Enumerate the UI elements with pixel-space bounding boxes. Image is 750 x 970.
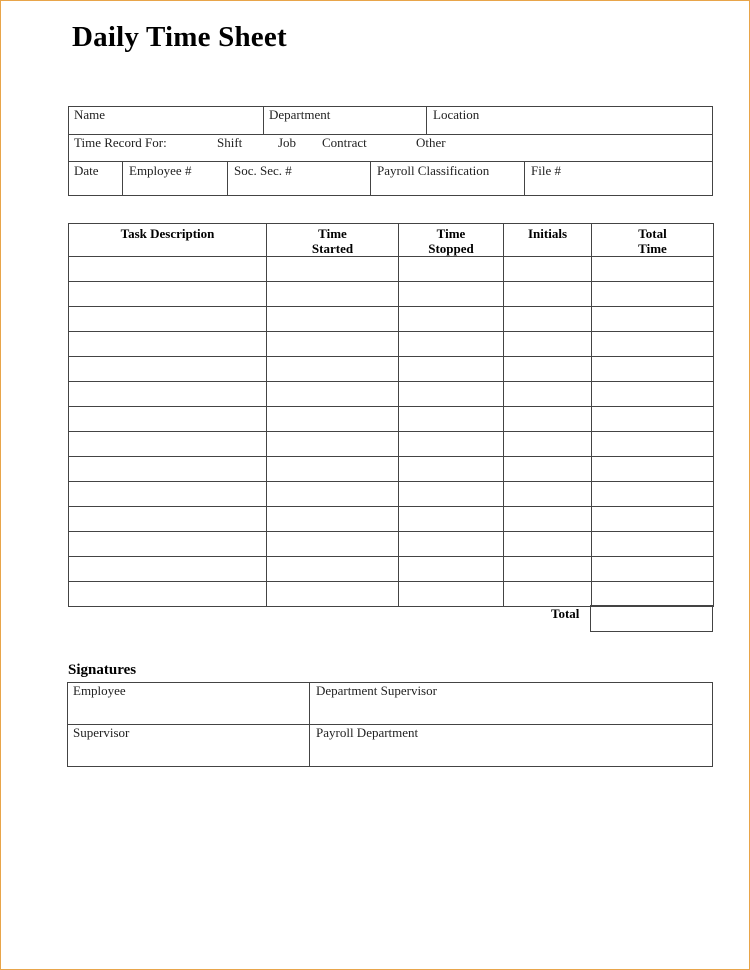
col-task-description	[69, 224, 267, 257]
time-started-cell[interactable]	[267, 457, 399, 482]
total-label: Total	[551, 606, 580, 621]
initials-cell[interactable]	[504, 357, 592, 382]
task-description-cell[interactable]	[69, 257, 267, 282]
task-row	[69, 557, 714, 582]
task-description-cell[interactable]	[69, 332, 267, 357]
time-stopped-cell[interactable]	[399, 357, 504, 382]
total-time-cell[interactable]	[592, 582, 714, 607]
signatures-box	[67, 682, 713, 767]
task-row	[69, 257, 714, 282]
total-time-cell[interactable]	[592, 557, 714, 582]
time-record-for-label: Time Record For:	[74, 135, 167, 150]
col-time-started	[267, 224, 399, 257]
time-stopped-cell[interactable]	[399, 482, 504, 507]
total-time-cell[interactable]	[592, 432, 714, 457]
signatures-heading: Signatures	[68, 662, 137, 678]
info-divider	[370, 161, 371, 196]
info-divider	[227, 161, 228, 196]
time-stopped-cell[interactable]	[399, 307, 504, 332]
task-row	[69, 357, 714, 382]
total-time-cell[interactable]	[592, 357, 714, 382]
task-description-cell[interactable]	[69, 432, 267, 457]
initials-cell[interactable]	[504, 282, 592, 307]
task-row	[69, 457, 714, 482]
time-stopped-cell[interactable]	[399, 457, 504, 482]
shift-option[interactable]: Shift	[217, 135, 243, 150]
task-row	[69, 382, 714, 407]
time-started-cell[interactable]	[267, 557, 399, 582]
date-field-label: Date	[74, 163, 99, 178]
soc-sec-field-label: Soc. Sec. #	[234, 163, 292, 178]
task-row	[69, 507, 714, 532]
total-time-cell[interactable]	[592, 457, 714, 482]
col-label: Time	[436, 226, 466, 241]
info-divider	[68, 161, 713, 162]
task-description-cell[interactable]	[69, 532, 267, 557]
task-description-cell[interactable]	[69, 407, 267, 432]
task-description-cell[interactable]	[69, 582, 267, 607]
time-stopped-cell[interactable]	[399, 582, 504, 607]
time-started-cell[interactable]	[267, 257, 399, 282]
col-label: Started	[311, 241, 354, 256]
department-supervisor-signature-label: Department Supervisor	[316, 683, 437, 698]
time-started-cell[interactable]	[267, 307, 399, 332]
task-description-cell[interactable]	[69, 507, 267, 532]
task-row	[69, 332, 714, 357]
department-field-label: Department	[269, 107, 331, 122]
initials-cell[interactable]	[504, 507, 592, 532]
total-time-cell[interactable]	[592, 257, 714, 282]
payroll-classification-field-label: Payroll Classification	[377, 163, 490, 178]
supervisor-signature-label: Supervisor	[73, 725, 130, 740]
col-initials	[504, 224, 592, 257]
col-label: Task Description	[120, 226, 215, 241]
task-description-cell[interactable]	[69, 482, 267, 507]
time-stopped-cell[interactable]	[399, 432, 504, 457]
initials-cell[interactable]	[504, 307, 592, 332]
total-time-cell[interactable]	[592, 282, 714, 307]
time-started-cell[interactable]	[267, 432, 399, 457]
info-divider	[426, 106, 427, 134]
total-time-cell[interactable]	[592, 532, 714, 557]
time-stopped-cell[interactable]	[399, 532, 504, 557]
time-started-cell[interactable]	[267, 282, 399, 307]
time-stopped-cell[interactable]	[399, 557, 504, 582]
employee-number-field-label: Employee #	[129, 163, 192, 178]
time-started-cell[interactable]	[267, 532, 399, 557]
time-started-cell[interactable]	[267, 507, 399, 532]
time-started-cell[interactable]	[267, 357, 399, 382]
info-divider	[263, 106, 264, 134]
name-field-label: Name	[74, 107, 106, 122]
col-label: Time	[638, 241, 667, 256]
task-description-cell[interactable]	[69, 307, 267, 332]
task-row	[69, 307, 714, 332]
employee-info-box	[68, 106, 713, 196]
page-title: Daily Time Sheet	[72, 21, 287, 53]
task-table-header	[69, 224, 714, 257]
initials-cell[interactable]	[504, 557, 592, 582]
col-label: Stopped	[428, 241, 474, 256]
total-time-field[interactable]	[590, 605, 713, 632]
time-stopped-cell[interactable]	[399, 382, 504, 407]
initials-cell[interactable]	[504, 382, 592, 407]
file-number-field-label: File #	[531, 163, 561, 178]
time-stopped-cell[interactable]	[399, 332, 504, 357]
other-option[interactable]: Other	[416, 135, 446, 150]
col-label: Initials	[527, 226, 567, 241]
initials-cell[interactable]	[504, 582, 592, 607]
time-started-cell[interactable]	[267, 382, 399, 407]
total-time-cell[interactable]	[592, 507, 714, 532]
task-row	[69, 282, 714, 307]
task-row	[69, 582, 714, 607]
time-started-cell[interactable]	[267, 582, 399, 607]
task-description-cell[interactable]	[69, 457, 267, 482]
col-label: Time	[318, 226, 347, 241]
task-table-body	[69, 257, 714, 607]
contract-option[interactable]: Contract	[322, 135, 367, 150]
task-description-cell[interactable]	[69, 357, 267, 382]
payroll-department-signature-label: Payroll Department	[316, 725, 419, 740]
initials-cell[interactable]	[504, 482, 592, 507]
col-label: Total	[638, 226, 667, 241]
initials-cell[interactable]	[504, 432, 592, 457]
task-row	[69, 407, 714, 432]
info-divider	[524, 161, 525, 196]
task-row	[69, 532, 714, 557]
total-time-cell[interactable]	[592, 307, 714, 332]
info-divider	[122, 161, 123, 196]
time-started-cell[interactable]	[267, 332, 399, 357]
task-row	[69, 432, 714, 457]
col-total-time	[592, 224, 714, 257]
time-started-cell[interactable]	[267, 407, 399, 432]
employee-signature-label: Employee	[73, 683, 126, 698]
location-field-label: Location	[433, 107, 480, 122]
time-stopped-cell[interactable]	[399, 257, 504, 282]
info-outer-border	[68, 106, 713, 196]
initials-cell[interactable]	[504, 332, 592, 357]
task-description-cell[interactable]	[69, 557, 267, 582]
time-started-cell[interactable]	[267, 482, 399, 507]
initials-cell[interactable]	[504, 457, 592, 482]
job-option[interactable]: Job	[278, 135, 297, 150]
time-stopped-cell[interactable]	[399, 282, 504, 307]
time-stopped-cell[interactable]	[399, 507, 504, 532]
time-stopped-cell[interactable]	[399, 407, 504, 432]
initials-cell[interactable]	[504, 532, 592, 557]
initials-cell[interactable]	[504, 257, 592, 282]
task-table	[68, 223, 714, 607]
col-time-stopped	[399, 224, 504, 257]
total-time-cell[interactable]	[592, 382, 714, 407]
total-time-cell[interactable]	[592, 332, 714, 357]
initials-cell[interactable]	[504, 407, 592, 432]
task-description-cell[interactable]	[69, 382, 267, 407]
total-time-cell[interactable]	[592, 482, 714, 507]
task-row	[69, 482, 714, 507]
total-time-cell[interactable]	[592, 407, 714, 432]
task-description-cell[interactable]	[69, 282, 267, 307]
